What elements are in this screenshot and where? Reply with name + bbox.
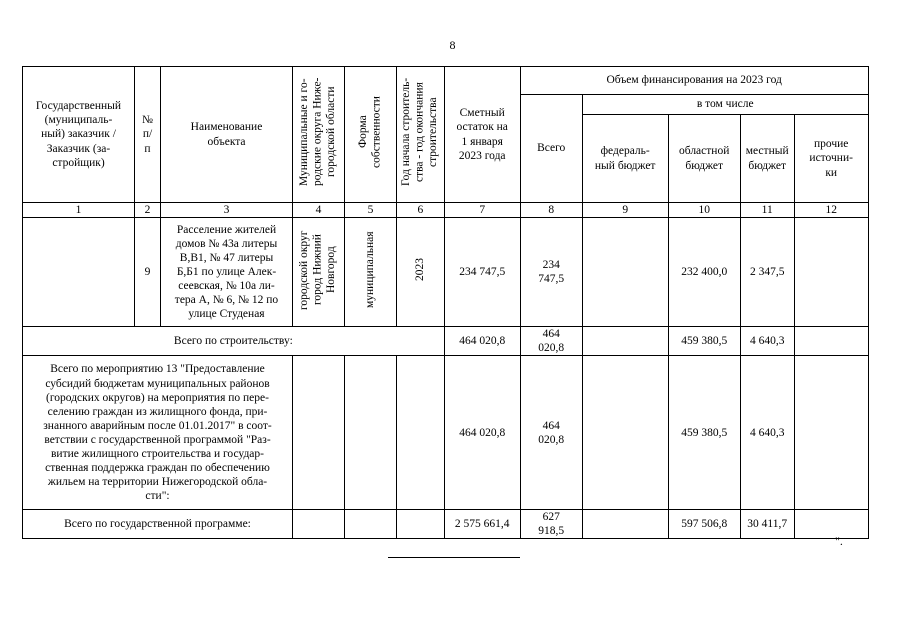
column-number: 6 xyxy=(397,203,445,218)
cell-federal xyxy=(582,218,668,327)
column-number: 3 xyxy=(161,203,293,218)
header-years: Год начала строитель- ства - год окончания строительства xyxy=(397,67,445,203)
header-balance: Сметный остаток на 1 января 2023 года xyxy=(444,67,520,203)
column-number: 10 xyxy=(668,203,740,218)
cell-municipality: городской округ город Нижний Новгород xyxy=(293,218,345,327)
cell-federal xyxy=(582,356,668,510)
cell-balance: 464 020,8 xyxy=(444,327,520,356)
cell-other xyxy=(794,356,868,510)
cell-local: 4 640,3 xyxy=(740,327,794,356)
table-row-program xyxy=(23,510,869,539)
header-federal: федераль- ный бюджет xyxy=(582,115,668,203)
cell-local: 2 347,5 xyxy=(740,218,794,327)
header-municipality: Муниципальные и го- родские округа Ниже- городской области xyxy=(293,67,345,203)
table-row-measure xyxy=(23,356,869,510)
column-number: 7 xyxy=(444,203,520,218)
column-number: 11 xyxy=(740,203,794,218)
cell-regional: 459 380,5 xyxy=(668,327,740,356)
column-number: 5 xyxy=(345,203,397,218)
closing-quote: ". xyxy=(835,534,843,548)
cell-regional: 597 506,8 xyxy=(668,510,740,539)
column-number: 9 xyxy=(582,203,668,218)
cell-local: 4 640,3 xyxy=(740,356,794,510)
cell-label: Всего по мероприятию 13 "Предоставление субсидий бюджетам муниципальных районов (городских округов) на мероприятия по пере- селению граждан из жилищного фонда, при- знанного аварийным после 01.01.2017" в соот- ветствии с государственной программой "Раз- витие жилищного строительства и государ- ственная поддержка граждан по обеспечению жильем на территории Нижегородской обла- сти": xyxy=(23,356,293,510)
cell-regional: 459 380,5 xyxy=(668,356,740,510)
column-number: 1 xyxy=(23,203,135,218)
cell-balance: 2 575 661,4 xyxy=(444,510,520,539)
header-financing: Объем финансирования на 2023 год xyxy=(520,67,868,95)
cell-other xyxy=(794,218,868,327)
cell-empty xyxy=(345,356,397,510)
financing-table xyxy=(22,66,869,539)
header-object: Наименование объекта xyxy=(161,67,293,203)
column-numbers-row xyxy=(23,203,869,218)
page-number: 8 xyxy=(449,38,456,52)
cell-total: 627 918,5 xyxy=(520,510,582,539)
cell-total: 464 020,8 xyxy=(520,356,582,510)
cell-balance: 464 020,8 xyxy=(444,356,520,510)
column-number: 8 xyxy=(520,203,582,218)
header-ownership: Форма собственности xyxy=(345,67,397,203)
cell-total: 234 747,5 xyxy=(520,218,582,327)
cell-empty xyxy=(397,510,445,539)
cell-federal xyxy=(582,327,668,356)
header-including: в том числе xyxy=(582,95,868,115)
column-number: 12 xyxy=(794,203,868,218)
cell-other xyxy=(794,327,868,356)
cell-total: 464 020,8 xyxy=(520,327,582,356)
cell-customer xyxy=(23,218,135,327)
cell-local: 30 411,7 xyxy=(740,510,794,539)
cell-years: 2023 xyxy=(397,218,445,327)
cell-empty xyxy=(345,510,397,539)
cell-ownership: муниципальная xyxy=(345,218,397,327)
header-total: Всего xyxy=(520,95,582,203)
cell-num: 9 xyxy=(135,218,161,327)
cell-empty xyxy=(293,510,345,539)
footer-divider xyxy=(388,557,520,558)
cell-regional: 232 400,0 xyxy=(668,218,740,327)
table-row-object xyxy=(23,218,869,327)
cell-balance: 234 747,5 xyxy=(444,218,520,327)
header-local: местный бюджет xyxy=(740,115,794,203)
cell-empty xyxy=(293,356,345,510)
cell-label: Всего по строительству: xyxy=(23,327,445,356)
cell-empty xyxy=(397,356,445,510)
column-number: 2 xyxy=(135,203,161,218)
header-other: прочие источни- ки xyxy=(794,115,868,203)
header-customer: Государственный (муниципаль- ный) заказчик / Заказчик (за- стройщик) xyxy=(23,67,135,203)
cell-federal xyxy=(582,510,668,539)
cell-other xyxy=(794,510,868,539)
column-number: 4 xyxy=(293,203,345,218)
header-num: № п/ п xyxy=(135,67,161,203)
header-regional: областной бюджет xyxy=(668,115,740,203)
table-row-construction xyxy=(23,327,869,356)
cell-object: Расселение жителей домов № 43а литеры В,В1, № 47 литеры Б,Б1 по улице Алек- сеевская, № 10а ли- тера А, № 6, № 12 по улице Студеная xyxy=(161,218,293,327)
cell-label: Всего по государственной программе: xyxy=(23,510,293,539)
